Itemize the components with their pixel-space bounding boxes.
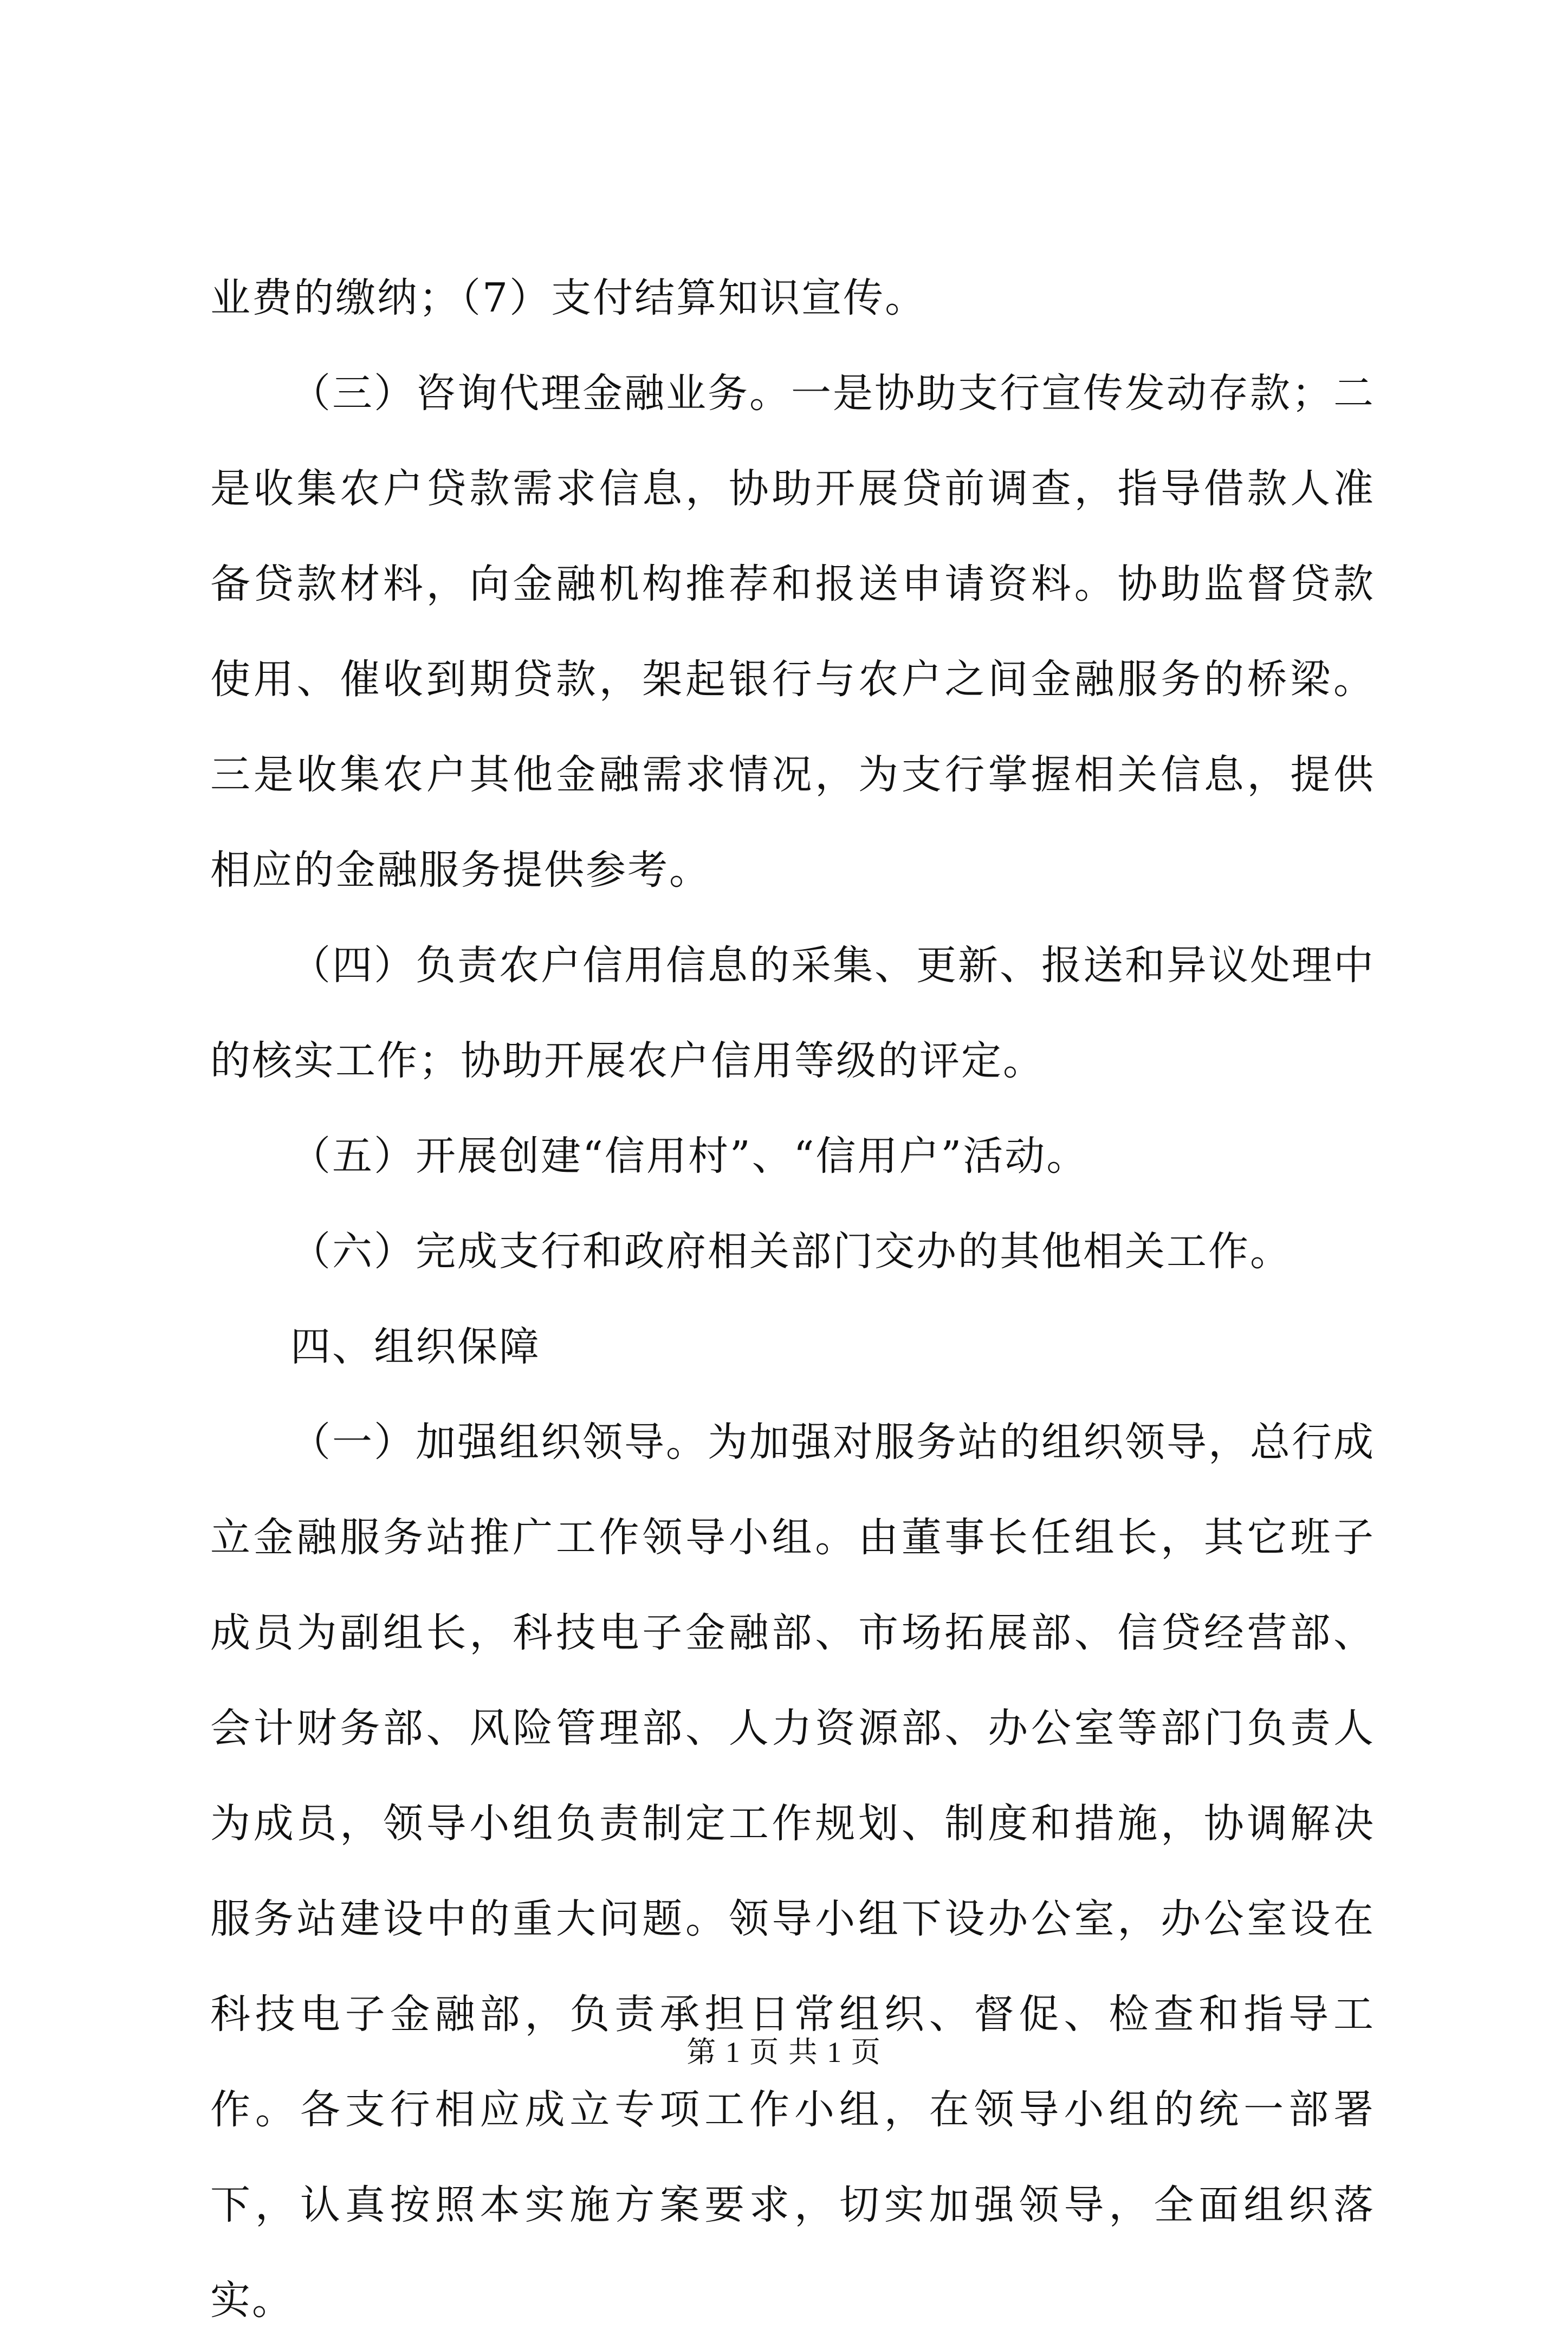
paragraph-5: （六）完成支行和政府相关部门交办的其他相关工作。 [290,1228,1292,1275]
paragraph-1: 业费的缴纳；（7）支付结算知识宣传。 [210,275,927,321]
section-heading: 四、组织保障 [290,1324,541,1370]
paragraph-6: （一）加强组织领导。为加强对服务站的组织领导，总行成立金融服务站推广工作领导小组。由董事长任组长，其它班子成员为副组长，科技电子金融部、市场拓展部、信贷经营部、会计财务部、风险管理部、人力资源部、办公室等部门负责人为成员，领导小组负责制定工作规划、制度和措施，协调解决服务站建设中的重大问题。领导小组下设办公室，办公室设在科技电子金融部，负责承担日常组织、督促、检查和指导工作。各支行相应成立专项工作小组，在领导小组的统一部署下，认真按照本实施方案要求，切实加强领导，全面组织落实。 [210,1419,1375,2324]
paragraph-2: （三）咨询代理金融业务。一是协助支行宣传发动存款；二是收集农户贷款需求信息，协助开展贷前调查，指导借款人准备贷款材料，向金融机构推荐和报送申请资料。协助监督贷款使用、催收到期贷款，架起银行与农户之间金融服务的桥梁。三是收集农户其他金融需求情况，为支行掌握相关信息，提供相应的金融服务提供参考。 [210,370,1375,893]
paragraph-4: （五）开展创建“信用村”、“信用户”活动。 [290,1133,1088,1179]
page-number-footer: 第 1 页 共 1 页 [686,2036,882,2068]
paragraph-3: （四）负责农户信用信息的采集、更新、报送和异议处理中的核实工作；协助开展农户信用等级的评定。 [210,942,1375,1084]
